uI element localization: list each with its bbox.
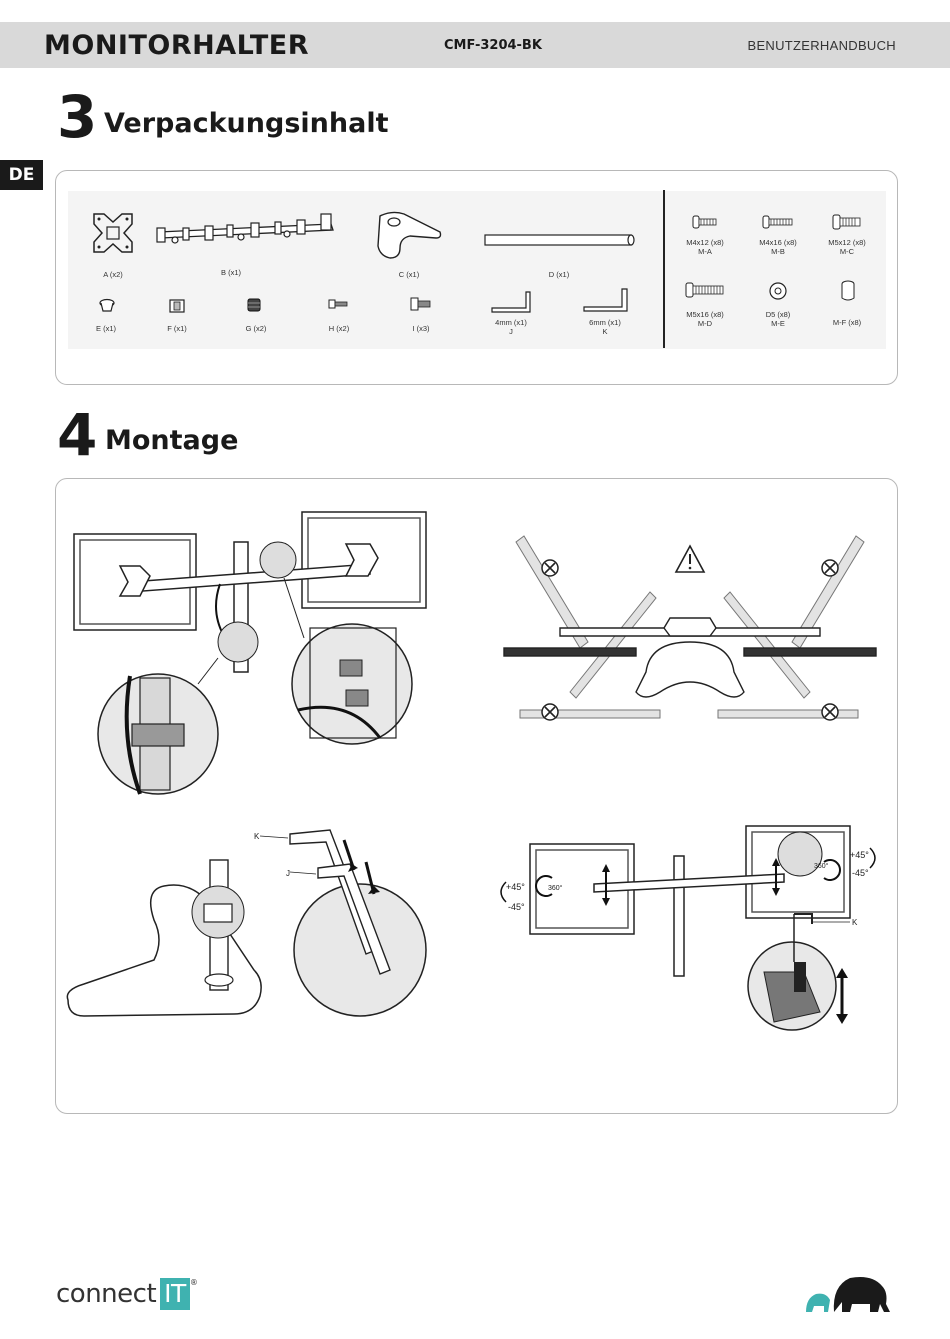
- section-4-title: Montage: [105, 425, 239, 456]
- washer-code: M-E: [771, 319, 785, 328]
- rotate-left-label: 360°: [548, 885, 563, 892]
- tilt-left-minus-label: -45°: [508, 902, 525, 912]
- parts-box: [55, 170, 898, 385]
- part-label-k-size: 6mm (x1): [589, 318, 621, 327]
- model-number: CMF-3204-BK: [444, 38, 542, 53]
- screw-m-d-size: M5x16 (x8): [686, 310, 724, 319]
- tilt-rotation-illustration: [494, 822, 884, 1042]
- screw-m-d-code: M-D: [697, 319, 713, 328]
- part-label-f: F (x1): [167, 324, 187, 333]
- manual-label: BENUTZERHANDBUCH: [747, 38, 896, 53]
- allen-key-j-icon: [490, 290, 532, 314]
- language-tab: DE: [0, 160, 43, 190]
- part-label-a: A (x2): [103, 270, 123, 279]
- screw-m-d-icon: [685, 282, 725, 298]
- part-label-g: G (x2): [245, 324, 267, 333]
- elephant-logo-icon: [804, 1272, 894, 1316]
- part-label-j: [476, 318, 546, 336]
- parts-divider: [663, 190, 665, 348]
- base-clamp-icon: [374, 208, 444, 260]
- screw-m-c-code: M-C: [839, 247, 855, 256]
- registered-mark: ®: [189, 1278, 198, 1287]
- header-bar: [0, 22, 950, 68]
- washer-size: D5 (x8): [765, 310, 791, 319]
- part-label-j-code: J: [509, 327, 513, 336]
- part-label-j-size: 4mm (x1): [495, 318, 527, 327]
- allen-key-k-icon: [582, 287, 630, 313]
- rotate-right-label: 360°: [814, 863, 829, 870]
- base-tightening-illustration: [64, 820, 434, 1030]
- screw-label-m-e: [743, 310, 813, 328]
- arm-bar-icon: [155, 210, 337, 246]
- part-label-e: E (x1): [95, 324, 116, 333]
- cable-clip-icon: [168, 298, 186, 314]
- screw-label-m-f: M-F (x8): [832, 318, 862, 327]
- brand-name: connect: [56, 1279, 157, 1309]
- key-k-label-2: K: [852, 918, 858, 927]
- nut-icon: [246, 297, 262, 313]
- screw-label-m-a: [670, 238, 740, 256]
- part-label-c: C (x1): [398, 270, 420, 279]
- spacer-icon: [838, 279, 858, 303]
- section-3-title: Verpackungsinhalt: [104, 108, 389, 139]
- key-j-label: J: [286, 869, 290, 878]
- tilt-right-minus-label: -45°: [852, 868, 869, 878]
- pole-icon: [484, 233, 636, 247]
- part-label-k-code: K: [602, 327, 608, 336]
- screw-m-c-size: M5x12 (x8): [828, 238, 866, 247]
- vesa-plate-icon: [90, 210, 136, 256]
- screw-label-m-c: [812, 238, 882, 256]
- arm-rotation-warning-illustration: [500, 532, 884, 722]
- screw-m-b-icon: [762, 215, 794, 229]
- bolt-icon: [410, 297, 432, 311]
- tilt-left-plus-label: +45°: [506, 882, 525, 892]
- screw-label-m-d: [670, 310, 740, 328]
- cap-icon: [98, 298, 116, 314]
- brand-mark: IT: [160, 1278, 190, 1310]
- screw-m-b-size: M4x16 (x8): [759, 238, 797, 247]
- part-label-i: I (x3): [412, 324, 430, 333]
- cable-management-illustration: [70, 508, 430, 798]
- document-title: MONITORHALTER: [44, 30, 310, 61]
- screw-m-c-icon: [832, 214, 862, 230]
- screw-m-a-size: M4x12 (x8): [686, 238, 724, 247]
- section-4-number: 4: [57, 401, 98, 469]
- screw-m-a-code: M-A: [698, 247, 712, 256]
- section-3-number: 3: [57, 83, 98, 151]
- screw-label-m-b: [743, 238, 813, 256]
- part-label-b: B (x1): [220, 268, 241, 277]
- screw-m-a-icon: [692, 215, 718, 229]
- part-label-h: H (x2): [328, 324, 350, 333]
- screw-m-b-code: M-B: [771, 247, 785, 256]
- brand-logo: [56, 1278, 197, 1310]
- tilt-right-plus-label: +45°: [850, 850, 869, 860]
- washer-icon: [768, 281, 788, 301]
- part-label-d: D (x1): [548, 270, 570, 279]
- part-label-k: [570, 318, 640, 336]
- key-k-label: K: [254, 832, 260, 841]
- short-bolt-icon: [328, 299, 350, 309]
